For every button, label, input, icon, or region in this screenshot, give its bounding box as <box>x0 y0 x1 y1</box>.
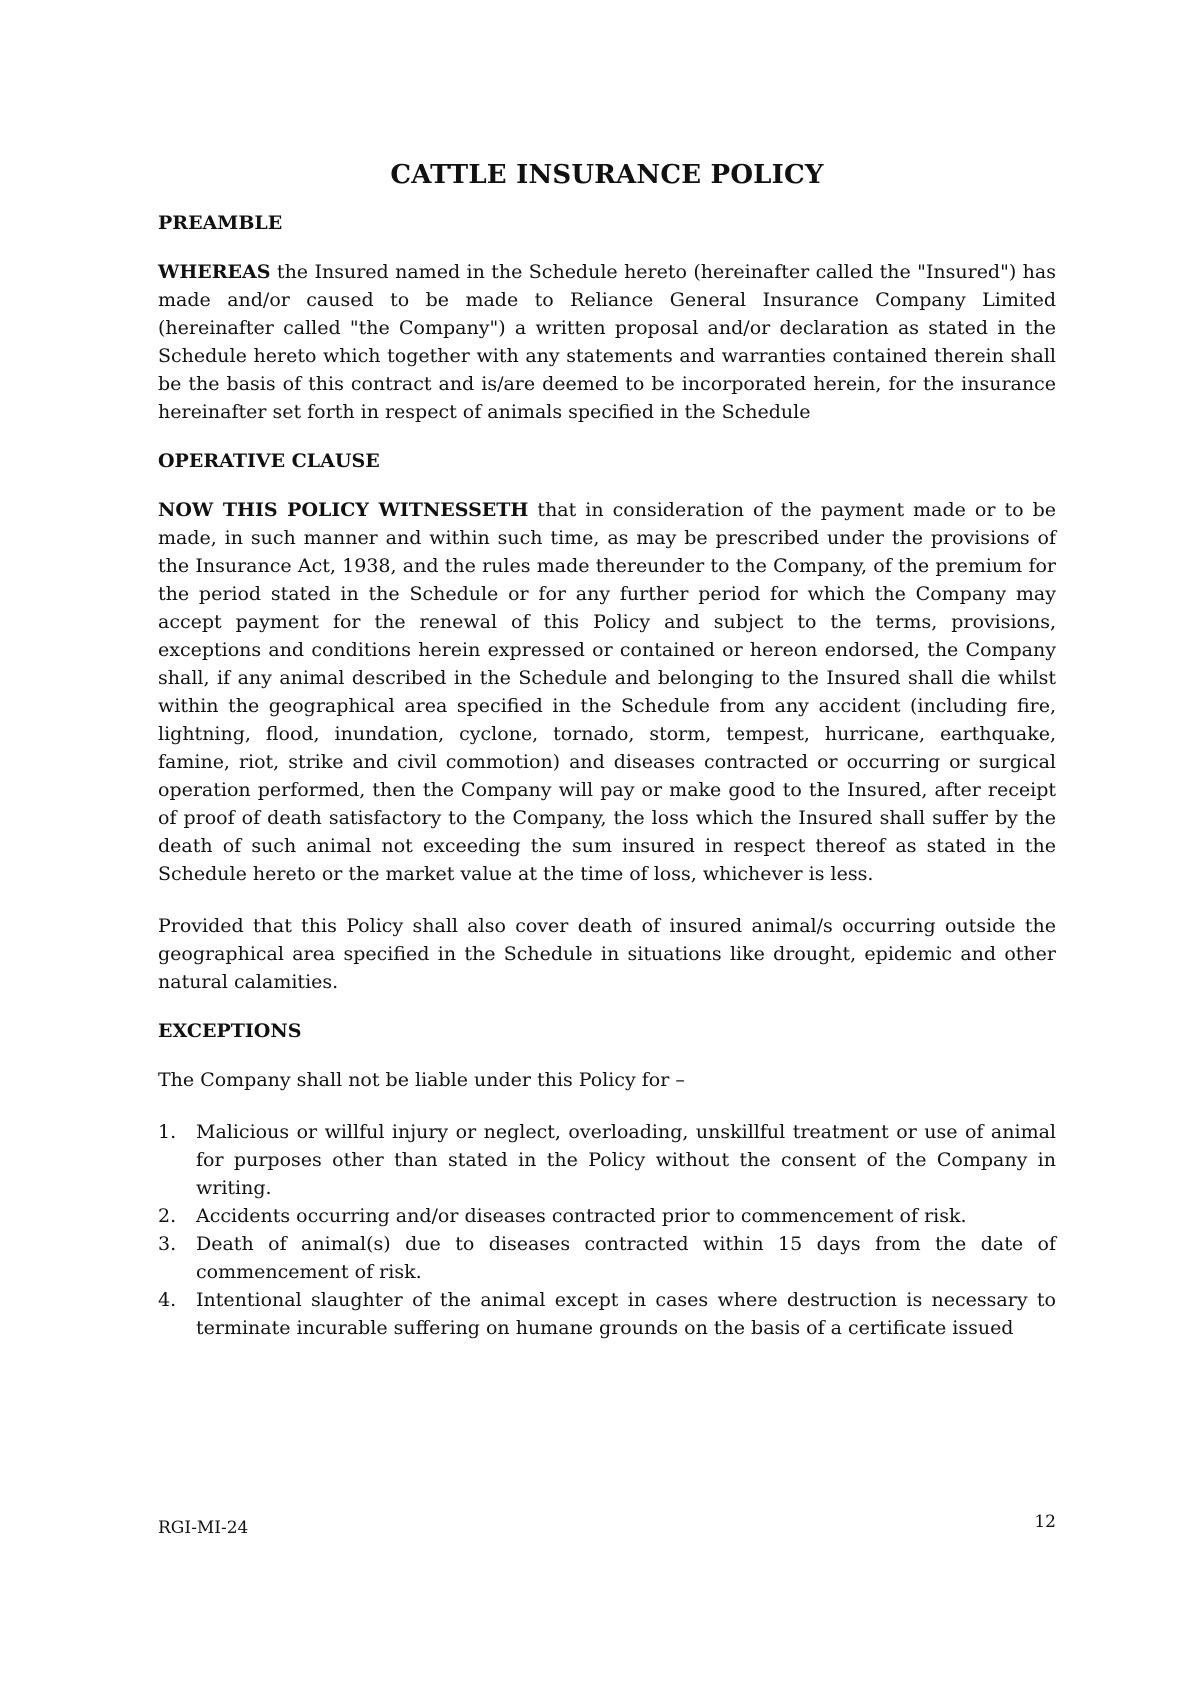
operative-clause-paragraph <box>158 496 1056 888</box>
list-item <box>158 1202 1056 1230</box>
list-item-text: Death of animal(s) due to diseases contracted within 15 days from the date of commencement of risk. <box>196 1233 1056 1283</box>
operative-clause-text: that in consideration of the payment made or to be made, in such manner and within such time, as may be prescribed under the provisions of the Insurance Act, 1938, and the rules made thereunder to the Company, of the premium for the period stated in the Schedule or for any further period for which the Company may accept payment for the renewal of this Policy and subject to the terms, provisions, exceptions and conditions herein expressed or contained or hereon endorsed, the Company shall, if any animal described in the Schedule and belonging to the Insured shall die whilst within the geographical area specified in the Schedule from any accident (including fire, lightning, flood, inundation, cyclone, tornado, storm, tempest, hurricane, earthquake, famine, riot, strike and civil commotion) and diseases contracted or occurring or surgical operation performed, then the Company will pay or make good to the Insured, after receipt of proof of death satisfactory to the Company, the loss which the Insured shall suffer by the death of such animal not exceeding the sum insured in respect thereof as stated in the Schedule hereto or the market value at the time of loss, whichever is less. <box>158 499 1056 885</box>
exceptions-list <box>158 1118 1056 1342</box>
list-item-number: 2. <box>158 1205 177 1227</box>
exceptions-heading: EXCEPTIONS <box>158 1020 302 1042</box>
list-item-number: 4. <box>158 1289 177 1311</box>
preamble-section <box>158 212 1056 426</box>
document-code: RGI-MI-24 <box>158 1518 249 1538</box>
list-item <box>158 1118 1056 1202</box>
list-item-number: 3. <box>158 1233 177 1255</box>
preamble-lead: WHEREAS <box>158 261 271 283</box>
list-item <box>158 1286 1056 1342</box>
exceptions-section <box>158 1020 1056 1342</box>
operative-clause-section <box>158 450 1056 996</box>
preamble-paragraph <box>158 258 1056 426</box>
operative-proviso-paragraph: Provided that this Policy shall also cover death of insured animal/s occurring outside the geographical area specified in the Schedule in situations like drought, epidemic and other natural calamities. <box>158 915 1056 993</box>
page-number: 12 <box>1034 1512 1056 1532</box>
list-item-number: 1. <box>158 1121 177 1143</box>
list-item <box>158 1230 1056 1286</box>
operative-clause-lead: NOW THIS POLICY WITNESSETH <box>158 499 529 521</box>
document-title: CATTLE INSURANCE POLICY <box>390 160 824 190</box>
document-page <box>158 160 1056 1342</box>
list-item-text: Malicious or willful injury or neglect, overloading, unskillful treatment or use of animal for purposes other than stated in the Policy without the consent of the Company in writing. <box>196 1121 1056 1199</box>
list-item-text: Accidents occurring and/or diseases contracted prior to commencement of risk. <box>196 1205 967 1227</box>
preamble-text: the Insured named in the Schedule hereto (hereinafter called the "Insured") has made and/or caused to be made to Reliance General Insurance Company Limited (hereinafter called "the Company") a written proposal and/or declaration as stated in the Schedule hereto which together with any statements and warranties contained therein shall be the basis of this contract and is/are deemed to be incorporated herein, for the insurance hereinafter set forth in respect of animals specified in the Schedule <box>158 261 1056 423</box>
operative-clause-heading: OPERATIVE CLAUSE <box>158 450 380 472</box>
list-item-text: Intentional slaughter of the animal except in cases where destruction is necessary to terminate incurable suffering on humane grounds on the basis of a certificate issued <box>196 1289 1056 1339</box>
exceptions-intro: The Company shall not be liable under this Policy for – <box>158 1069 685 1091</box>
preamble-heading: PREAMBLE <box>158 212 283 234</box>
